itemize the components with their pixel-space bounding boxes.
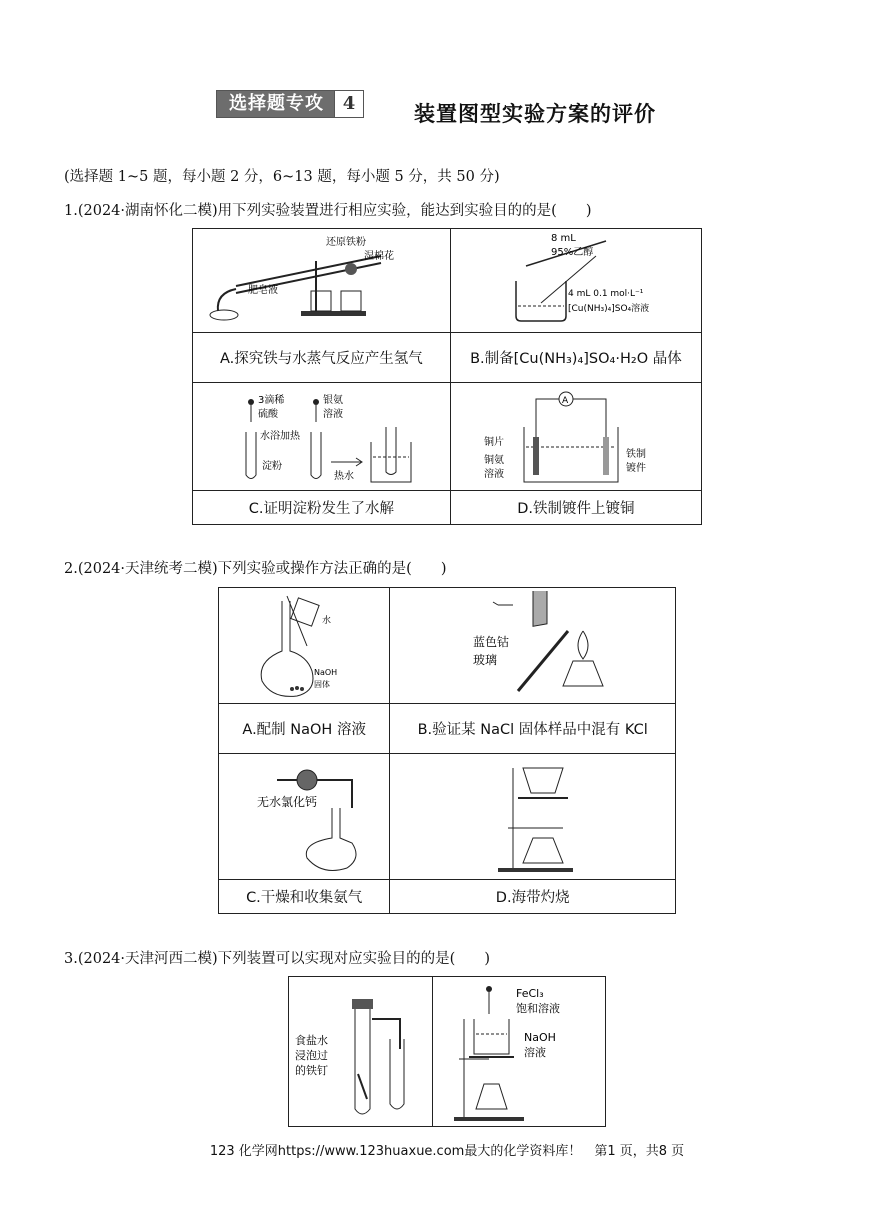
- q3-a-figure: [289, 977, 433, 1127]
- q1-a-figure: [193, 229, 451, 333]
- label-copper-ammonia: 铜氨: [483, 454, 504, 466]
- colloid-prep-figure: [434, 979, 604, 1124]
- label-sulfuric-acid: 硫酸: [258, 408, 279, 420]
- naoh-solution-figure: [222, 591, 387, 701]
- q1-c-figure: [193, 383, 451, 491]
- label-solution: 溶液: [323, 408, 344, 420]
- q3-stem: 3.(2024·天津河西二模)下列装置可以实现对应实验目的的是( ): [64, 951, 490, 967]
- label-iron-powder: 还原铁粉: [326, 236, 367, 248]
- label-concentration: 4 mL 0.1 mol·L⁻¹: [567, 288, 644, 299]
- label-solid: 固体: [313, 679, 330, 689]
- label-starch: 淀粉: [262, 460, 283, 472]
- q2-b-caption: B.验证某 NaCl 固体样品中混有 KCl: [390, 704, 676, 754]
- q2-d-caption: D.海带灼烧: [390, 880, 676, 914]
- label-blue-cobalt: 蓝色钴: [472, 634, 509, 649]
- iron-nail-corrosion-figure: [290, 979, 430, 1124]
- flame-test-figure: [393, 591, 673, 701]
- section-badge: [216, 90, 364, 118]
- intro-text: (选择题 1~5 题，每小题 2 分，6~13 题，每小题 5 分，共 50 分): [64, 169, 500, 185]
- q3-table: [288, 976, 606, 1127]
- q2-c-figure: [219, 754, 390, 880]
- label-iron-made: 铁制: [625, 448, 646, 460]
- label-glass: 玻璃: [472, 652, 497, 667]
- label-silver-ammonia: 银氨: [323, 394, 344, 406]
- page-title: 装置图型实验方案的评价: [414, 102, 656, 126]
- q2-b-figure: [390, 588, 676, 704]
- label-soaked: 浸泡过: [295, 1049, 329, 1062]
- ammonia-collection-figure: [222, 758, 387, 876]
- q2-a-figure: [219, 588, 390, 704]
- q2-table: [218, 587, 676, 914]
- label-calcium-chloride: 无水氯化钙: [256, 794, 317, 809]
- label-copper-sheet: 铜片: [483, 436, 504, 448]
- label-naoh-2: NaOH: [523, 1031, 556, 1044]
- label-solution-2: 溶液: [483, 468, 504, 480]
- label-hot-water: 热水: [334, 470, 355, 482]
- q2-stem: 2.(2024·天津统考二模)下列实验或操作方法正确的是( ): [64, 561, 447, 577]
- iron-steam-apparatus-figure: [196, 231, 446, 331]
- q2-a-caption: A.配制 NaOH 溶液: [219, 704, 390, 754]
- q2-c-caption: C.干燥和收集氨气: [219, 880, 390, 914]
- q1-table: [192, 228, 702, 525]
- q1-b-caption: B.制备[Cu(NH₃)₄]SO₄·H₂O 晶体: [450, 333, 701, 383]
- kelp-burning-figure: [393, 758, 673, 876]
- label-complex-solution: [Cu(NH₃)₄]SO₄溶液: [567, 303, 650, 314]
- label-water-bath: 水浴加热: [260, 430, 301, 442]
- label-ethanol: 95%乙醇: [550, 246, 594, 258]
- label-fecl3: FeCl₃: [515, 987, 544, 1000]
- label-soap-solution: 肥皂液: [248, 284, 279, 296]
- label-water: 水: [321, 615, 331, 626]
- label-8ml: 8 mL: [550, 232, 576, 244]
- q1-c-caption: C.证明淀粉发生了水解: [193, 491, 451, 525]
- q1-b-figure: [450, 229, 701, 333]
- label-plated-part: 镀件: [625, 462, 646, 474]
- q1-a-caption: A.探究铁与水蒸气反应产生氢气: [193, 333, 451, 383]
- badge-number: 4: [334, 91, 363, 117]
- ammeter-label: A: [561, 395, 569, 406]
- label-iron-nail: 的铁钉: [295, 1064, 329, 1077]
- page-footer: 123 化学网https://www.123huaxue.com最大的化学资料库！ 第1 页，共8 页: [209, 1144, 685, 1159]
- label-3-drops: 3滴稀: [258, 394, 285, 406]
- q3-b-figure: [432, 977, 606, 1127]
- starch-hydrolysis-figure: [196, 387, 446, 487]
- q2-d-figure: [390, 754, 676, 880]
- q1-d-caption: D.铁制镀件上镀铜: [450, 491, 701, 525]
- label-solution-3: 溶液: [523, 1046, 546, 1059]
- badge-label: 选择题专攻: [217, 91, 334, 117]
- label-naoh: NaOH: [313, 667, 337, 677]
- label-salt-water: 食盐水: [295, 1034, 329, 1047]
- electroplating-figure: [456, 387, 696, 487]
- q1-stem: 1.(2024·湖南怀化二模)用下列实验装置进行相应实验，能达到实验目的的是( ): [64, 203, 592, 219]
- crystal-prep-figure: [456, 231, 696, 331]
- label-wet-cotton: 湿棉花: [364, 250, 395, 262]
- q1-d-figure: [450, 383, 701, 491]
- section-header: [216, 90, 686, 130]
- label-saturated-solution: 饱和溶液: [515, 1002, 560, 1015]
